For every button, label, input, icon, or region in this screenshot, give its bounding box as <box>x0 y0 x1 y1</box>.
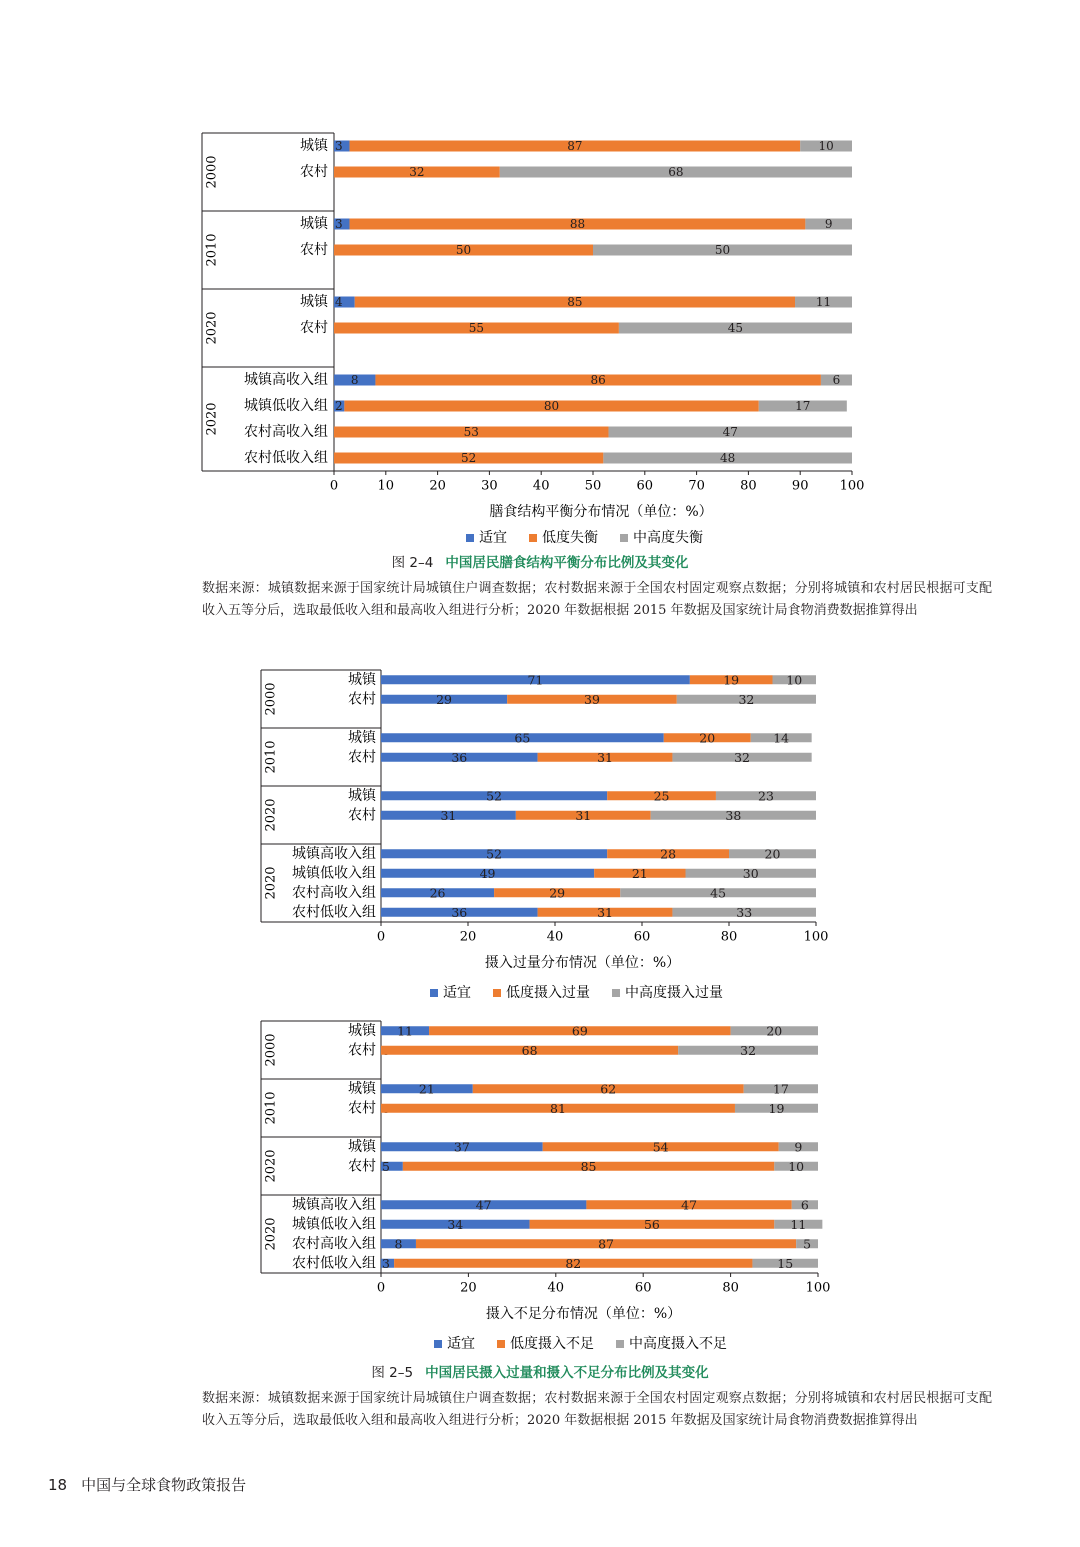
x-tick-label: 30 <box>481 478 498 494</box>
group-year-label: 2020 <box>263 1217 279 1251</box>
x-tick-label: 10 <box>377 478 395 494</box>
row-label: 农村 <box>300 242 328 258</box>
x-tick-label: 20 <box>429 478 446 494</box>
source-note: 数据来源：城镇数据来源于国家统计局城镇住户调查数据；农村数据来源于全国农村固定观察点数据；分别将城镇和农村居民根据可支配收入五等分后，选取最低收入组和最高收入组进行分析；2020 年数据根据 2015 年数据及国家统计局食物消费数据推算得出 <box>202 1391 992 1428</box>
data-label: 3 <box>335 139 343 153</box>
data-label: 21 <box>418 1081 435 1097</box>
row-label: 农村高收入组 <box>292 884 376 901</box>
data-label: 10 <box>786 672 803 688</box>
data-label: 17 <box>795 399 811 413</box>
legend-label: 中高度失衡 <box>633 530 703 546</box>
x-tick-label: 80 <box>740 478 757 494</box>
data-label: 50 <box>714 243 731 257</box>
row-label: 城镇 <box>348 787 376 804</box>
data-label: 36 <box>451 904 468 920</box>
data-label: 15 <box>777 1255 794 1271</box>
group-year-label: 2010 <box>263 1091 279 1125</box>
data-label: 21 <box>631 865 648 881</box>
row-label: 城镇高收入组 <box>244 372 328 388</box>
x-tick-label: 60 <box>636 478 654 494</box>
data-label: 36 <box>451 749 468 765</box>
row-label: 农村 <box>348 749 376 766</box>
x-tick-label: 60 <box>634 1280 652 1296</box>
row-label: 农村低收入组 <box>244 450 328 466</box>
row-label: 城镇 <box>348 1022 376 1039</box>
source-note: 数据来源：城镇数据来源于国家统计局城镇住户调查数据；农村数据来源于全国农村固定观察点数据；分别将城镇和农村居民根据可支配收入五等分后，选取最低收入组和最高收入组进行分析；2020 年数据根据 2015 年数据及国家统计局食物消费数据推算得出 <box>202 581 992 618</box>
row-label: 城镇 <box>348 729 376 746</box>
data-label: 31 <box>575 807 592 823</box>
data-label: 54 <box>652 1139 669 1155</box>
data-label: 32 <box>740 1042 757 1058</box>
row-label: 城镇 <box>300 294 328 310</box>
x-tick-label: 80 <box>720 929 738 945</box>
data-label: 87 <box>598 1236 615 1252</box>
row-label: 城镇 <box>300 216 328 232</box>
data-label: 6 <box>800 1197 809 1213</box>
data-label: 47 <box>722 425 738 439</box>
group-year-label: 2010 <box>263 740 279 774</box>
group-year-label: 2020 <box>204 402 220 436</box>
legend-label: 中高度摄入过量 <box>625 985 723 1001</box>
row-label: 城镇高收入组 <box>292 1196 376 1213</box>
x-tick-label: 90 <box>791 478 809 494</box>
data-label: 10 <box>818 139 834 153</box>
data-label: 38 <box>725 807 742 823</box>
data-label: 65 <box>514 730 531 746</box>
group-year-label: 2020 <box>263 1149 279 1183</box>
data-label: 29 <box>549 885 566 901</box>
data-label: 9 <box>794 1139 803 1155</box>
x-tick-label: 100 <box>839 478 865 494</box>
group-year-label: 2010 <box>204 233 220 267</box>
data-label: 45 <box>710 885 727 901</box>
row-label: 农村 <box>348 691 376 708</box>
data-label: 87 <box>567 139 583 153</box>
x-tick-label: 100 <box>803 929 829 945</box>
figure-number: 图 2–4 <box>391 555 434 571</box>
row-label: 城镇高收入组 <box>292 845 376 862</box>
row-label: 农村 <box>348 1042 376 1059</box>
row-label: 农村高收入组 <box>244 424 328 440</box>
legend-label: 适宜 <box>479 530 507 546</box>
group-year-label: 2020 <box>204 311 220 345</box>
row-label: 农村低收入组 <box>292 904 376 921</box>
x-tick-label: 0 <box>376 929 386 945</box>
data-label: 31 <box>597 749 613 765</box>
data-label: 8 <box>350 373 359 387</box>
x-axis-title: 膳食结构平衡分布情况（单位：%） <box>489 504 713 520</box>
row-label: 农村高收入组 <box>292 1235 376 1252</box>
x-tick-label: 40 <box>532 478 550 494</box>
x-tick-label: 80 <box>722 1280 739 1296</box>
book-title: 中国与全球食物政策报告 <box>81 1476 247 1494</box>
data-label: 11 <box>397 1023 413 1039</box>
data-label: 23 <box>758 788 774 804</box>
data-label: 47 <box>475 1197 492 1213</box>
data-label: 20 <box>699 730 716 746</box>
x-tick-label: 40 <box>547 1280 565 1296</box>
data-label: 33 <box>736 904 753 920</box>
data-label: 55 <box>468 321 485 335</box>
x-tick-label: 20 <box>459 929 477 945</box>
data-label: 88 <box>569 217 586 231</box>
figure-title: 中国居民膳食结构平衡分布比例及其变化 <box>445 555 689 571</box>
data-label: 26 <box>429 885 446 901</box>
data-label: 10 <box>788 1158 805 1174</box>
data-label: 20 <box>764 846 781 862</box>
data-label: 2 <box>335 399 343 413</box>
data-label: 62 <box>600 1081 617 1097</box>
data-label: 82 <box>565 1255 582 1271</box>
row-label: 农村 <box>348 1158 376 1175</box>
row-label: 农村 <box>300 164 328 180</box>
data-label: 81 <box>550 1100 566 1116</box>
group-year-label: 2000 <box>263 682 279 716</box>
data-label: 85 <box>567 295 583 309</box>
data-label: 32 <box>738 691 755 707</box>
data-label: 31 <box>440 807 457 823</box>
x-tick-label: 70 <box>688 478 705 494</box>
data-label: 68 <box>668 165 684 179</box>
row-label: 城镇 <box>348 671 376 688</box>
group-year-label: 2020 <box>263 866 279 900</box>
row-label: 城镇 <box>348 1080 376 1097</box>
group-year-label: 2020 <box>263 798 279 832</box>
data-label: 11 <box>815 295 832 309</box>
x-tick-label: 60 <box>633 929 651 945</box>
data-label: 3 <box>335 217 343 231</box>
data-label: 45 <box>727 321 744 335</box>
figure-2-5-caption <box>0 1361 1080 1381</box>
data-label: 37 <box>453 1139 470 1155</box>
data-label: 29 <box>436 691 453 707</box>
data-label: 48 <box>720 451 736 465</box>
data-label: 30 <box>742 865 759 881</box>
row-label: 城镇 <box>300 138 328 154</box>
data-label: 9 <box>824 217 833 231</box>
data-label: 8 <box>394 1236 403 1252</box>
figure-title: 中国居民摄入过量和摄入不足分布比例及其变化 <box>425 1365 709 1381</box>
data-label: 28 <box>660 846 677 862</box>
x-tick-label: 50 <box>584 478 602 494</box>
page-footer <box>48 1474 246 1495</box>
figure-number: 图 2–5 <box>371 1365 414 1381</box>
row-label: 城镇低收入组 <box>292 1216 376 1233</box>
data-label: 11 <box>790 1216 807 1232</box>
data-label: 32 <box>734 749 751 765</box>
data-label: 19 <box>768 1100 785 1116</box>
data-label: 31 <box>597 904 613 920</box>
data-label: 17 <box>772 1081 789 1097</box>
group-year-label: 2000 <box>263 1033 279 1067</box>
row-label: 城镇低收入组 <box>244 398 328 414</box>
data-label: 19 <box>723 672 740 688</box>
group-year-label: 2000 <box>204 155 220 189</box>
data-label: 5 <box>382 1158 390 1174</box>
x-axis-title: 摄入过量分布情况（单位：%） <box>484 955 681 971</box>
legend-swatch <box>616 1340 624 1348</box>
data-label: 69 <box>571 1023 588 1039</box>
data-label: 52 <box>461 451 477 465</box>
x-tick-label: 40 <box>546 929 564 945</box>
data-label: 14 <box>773 730 790 746</box>
data-label: 39 <box>584 691 600 707</box>
legend-swatch <box>434 1340 442 1348</box>
legend-label: 低度摄入不足 <box>510 1336 594 1352</box>
row-label: 农村 <box>300 320 328 336</box>
row-label: 城镇 <box>348 1138 376 1155</box>
data-label: 20 <box>766 1023 783 1039</box>
legend-label: 低度失衡 <box>542 530 598 546</box>
data-label: 53 <box>463 425 479 439</box>
data-label: 34 <box>447 1216 464 1232</box>
legend-label: 中高度摄入不足 <box>629 1336 727 1352</box>
data-label: 5 <box>803 1236 812 1252</box>
data-label: 71 <box>527 672 544 688</box>
data-label: 25 <box>653 788 670 804</box>
data-label: 3 <box>382 1255 390 1271</box>
x-tick-label: 0 <box>329 478 339 494</box>
row-label: 农村 <box>348 807 376 824</box>
data-label: 80 <box>543 399 560 413</box>
legend-swatch <box>497 1340 505 1348</box>
data-label: 52 <box>486 788 503 804</box>
legend-label: 适宜 <box>447 1336 475 1352</box>
data-label: 6 <box>832 373 841 387</box>
data-label: 47 <box>681 1197 698 1213</box>
x-tick-label: 0 <box>376 1280 386 1296</box>
page-number: 18 <box>48 1476 68 1494</box>
data-label: 85 <box>580 1158 597 1174</box>
row-label: 城镇低收入组 <box>292 865 376 882</box>
data-label: 4 <box>335 295 343 309</box>
x-axis-title: 摄入不足分布情况（单位：%） <box>485 1306 682 1322</box>
legend-label: 低度摄入过量 <box>506 985 590 1001</box>
row-label: 农村低收入组 <box>292 1255 376 1272</box>
data-label: 32 <box>409 165 425 179</box>
data-label: 56 <box>643 1216 660 1232</box>
row-label: 农村 <box>348 1100 376 1117</box>
data-label: 86 <box>590 373 606 387</box>
data-label: 52 <box>486 846 503 862</box>
data-label: 50 <box>455 243 472 257</box>
x-tick-label: 20 <box>460 1280 477 1296</box>
x-tick-label: 100 <box>805 1280 831 1296</box>
data-label: 49 <box>479 865 496 881</box>
data-label: 68 <box>521 1042 538 1058</box>
legend-label: 适宜 <box>443 985 471 1001</box>
